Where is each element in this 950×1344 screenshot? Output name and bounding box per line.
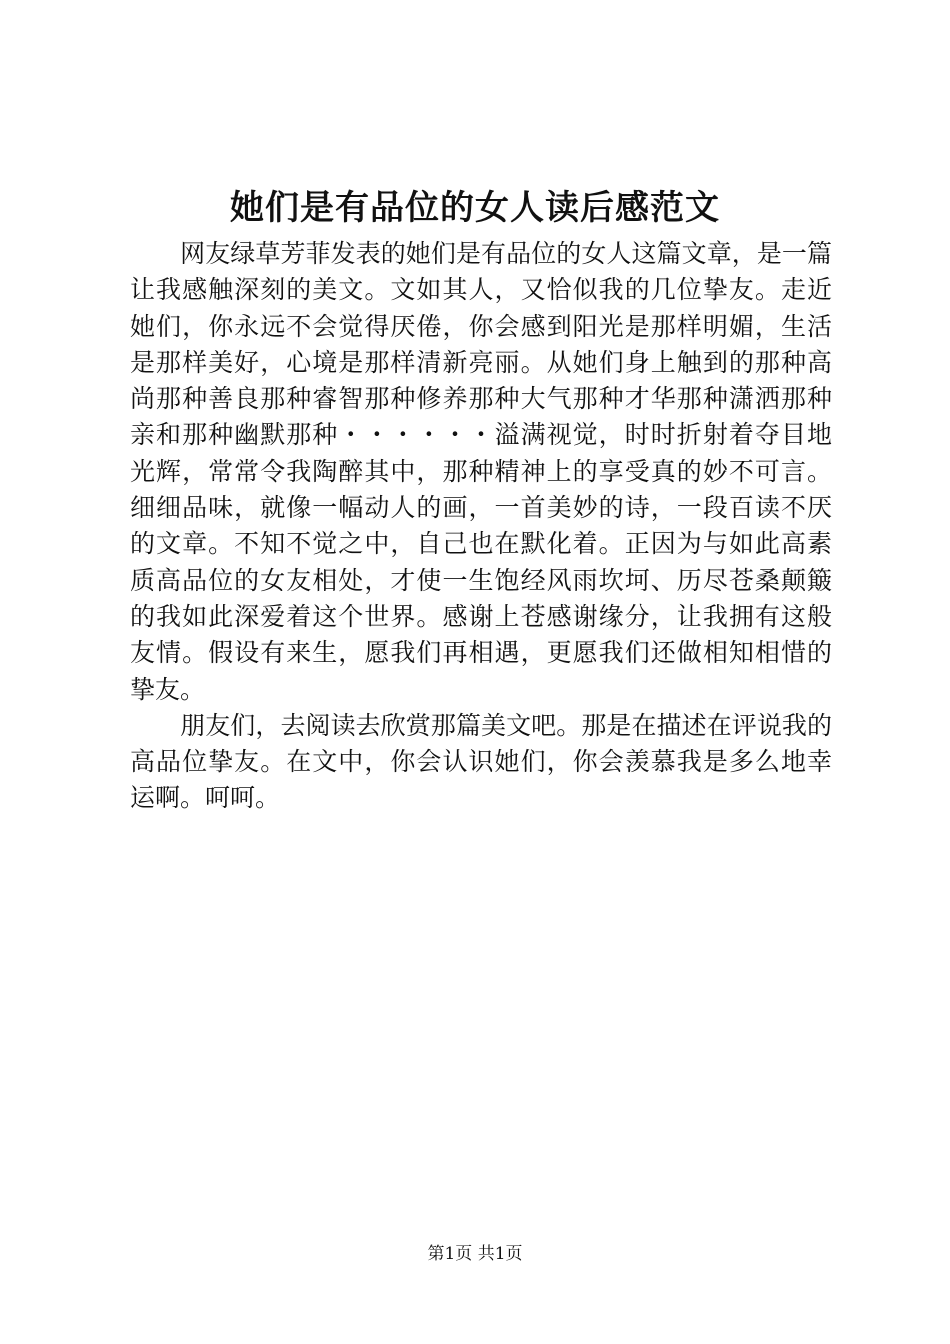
text-line: 她们，你永远不会觉得厌倦，你会感到阳光是那样明媚，生活	[130, 311, 832, 341]
text-line: 的文章。不知不觉之中，自己也在默化着。正因为与如此高素	[130, 529, 832, 559]
text-line: 光辉，常常令我陶醉其中，那种精神上的享受真的妙不可言。	[130, 456, 832, 486]
text-line: 友情。假设有来生，愿我们再相遇，更愿我们还做相知相惜的	[130, 638, 832, 668]
text-line: 尚那种善良那种睿智那种修养那种大气那种才华那种潇洒那种	[130, 384, 832, 414]
text-line: 高品位挚友。在文中，你会认识她们，你会羡慕我是多么地幸	[130, 747, 832, 777]
text-line: 质高品位的女友相处，才使一生饱经风雨坎坷、历尽苍桑颠簸	[130, 565, 832, 595]
document-title: 她们是有品位的女人读后感范文	[230, 188, 720, 228]
text-line: 网友绿草芳菲发表的她们是有品位的女人这篇文章，是一篇	[130, 239, 832, 268]
text-line: 挚友。	[130, 674, 206, 704]
text-line: 运啊。呵呵。	[130, 783, 281, 813]
text-line: 的我如此深爱着这个世界。感谢上苍感谢缘分，让我拥有这般	[130, 601, 832, 631]
text-line: 亲和那种幽默那种・・・・・・溢满视觉，时时折射着夺目地	[130, 420, 832, 450]
text-line: 细细品味，就像一幅动人的画，一首美妙的诗，一段百读不厌	[130, 493, 832, 523]
text-line: 朋友们，去阅读去欣赏那篇美文吧。那是在描述在评说我的	[130, 710, 832, 740]
text-line: 是那样美好，心境是那样清新亮丽。从她们身上触到的那种高	[130, 347, 832, 377]
page-footer: 第1页 共1页	[427, 1244, 523, 1264]
paragraph-1	[130, 236, 832, 708]
paragraph-2	[130, 708, 832, 817]
text-line: 让我感触深刻的美文。文如其人，又恰似我的几位挚友。走近	[130, 275, 832, 305]
document-body	[130, 236, 832, 817]
